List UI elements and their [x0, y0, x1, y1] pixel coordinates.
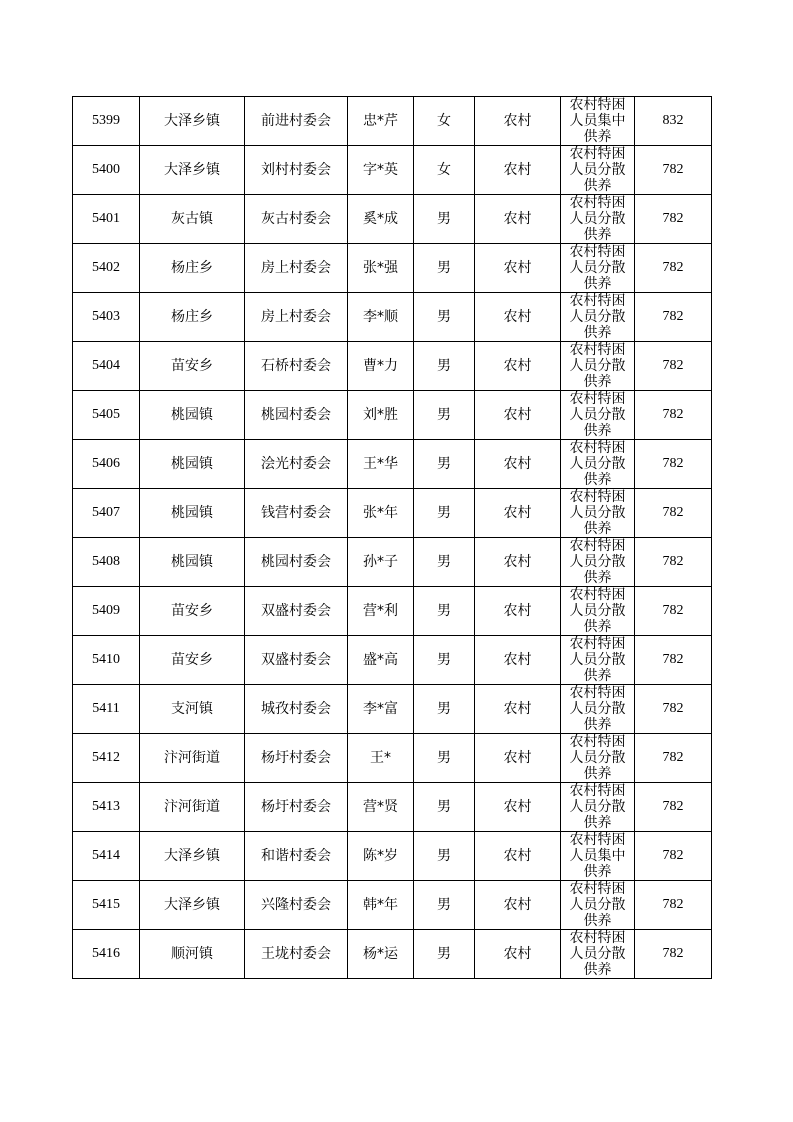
area-type-cell: 农村: [475, 391, 561, 440]
amount-cell: 782: [635, 391, 712, 440]
person-name-cell: 李*顺: [348, 293, 414, 342]
support-category-wrap: [561, 146, 634, 194]
gender-cell: 男: [414, 685, 475, 734]
support-category-cell: [561, 440, 635, 489]
serial-number-cell: 5406: [73, 440, 140, 489]
township-cell: 灰古镇: [140, 195, 245, 244]
person-name-cell: 韩*年: [348, 881, 414, 930]
township-cell: 汴河街道: [140, 734, 245, 783]
gender-cell: 男: [414, 195, 475, 244]
support-category-text: 农村特困人员分散供养: [569, 440, 626, 488]
area-type-cell: 农村: [475, 538, 561, 587]
area-type-cell: 农村: [475, 97, 561, 146]
area-type-cell: 农村: [475, 293, 561, 342]
person-name-cell: 王*华: [348, 440, 414, 489]
township-cell: 大泽乡镇: [140, 146, 245, 195]
gender-cell: 男: [414, 538, 475, 587]
support-category-wrap: [561, 391, 634, 439]
area-type-cell: 农村: [475, 881, 561, 930]
person-name-cell: 刘*胜: [348, 391, 414, 440]
support-category-cell: [561, 930, 635, 979]
village-committee-cell: 刘村村委会: [245, 146, 348, 195]
support-category-cell: [561, 881, 635, 930]
support-category-cell: [561, 832, 635, 881]
serial-number-cell: 5414: [73, 832, 140, 881]
table-row: [73, 538, 712, 587]
table-row: [73, 489, 712, 538]
support-category-cell: [561, 489, 635, 538]
amount-cell: 782: [635, 783, 712, 832]
amount-cell: 782: [635, 881, 712, 930]
village-committee-cell: 桃园村委会: [245, 538, 348, 587]
beneficiary-table: [72, 96, 712, 979]
person-name-cell: 陈*岁: [348, 832, 414, 881]
person-name-cell: 王*: [348, 734, 414, 783]
support-category-wrap: [561, 97, 634, 145]
village-committee-cell: 兴隆村委会: [245, 881, 348, 930]
amount-cell: 782: [635, 195, 712, 244]
amount-cell: 782: [635, 587, 712, 636]
amount-cell: 782: [635, 146, 712, 195]
serial-number-cell: 5407: [73, 489, 140, 538]
gender-cell: 女: [414, 97, 475, 146]
serial-number-cell: 5404: [73, 342, 140, 391]
township-cell: 桃园镇: [140, 538, 245, 587]
township-cell: 汴河街道: [140, 783, 245, 832]
village-committee-cell: 杨圩村委会: [245, 734, 348, 783]
village-committee-cell: 房上村委会: [245, 293, 348, 342]
amount-cell: 782: [635, 685, 712, 734]
person-name-cell: 杨*运: [348, 930, 414, 979]
support-category-wrap: [561, 342, 634, 390]
support-category-wrap: [561, 293, 634, 341]
table-row: [73, 685, 712, 734]
amount-cell: 782: [635, 734, 712, 783]
village-committee-cell: 钱营村委会: [245, 489, 348, 538]
support-category-wrap: [561, 587, 634, 635]
village-committee-cell: 双盛村委会: [245, 587, 348, 636]
township-cell: 支河镇: [140, 685, 245, 734]
village-committee-cell: 和谐村委会: [245, 832, 348, 881]
person-name-cell: 忠*芹: [348, 97, 414, 146]
amount-cell: 782: [635, 293, 712, 342]
support-category-cell: [561, 734, 635, 783]
support-category-wrap: [561, 440, 634, 488]
township-cell: 苗安乡: [140, 587, 245, 636]
serial-number-cell: 5411: [73, 685, 140, 734]
support-category-text: 农村特困人员分散供养: [569, 244, 626, 292]
township-cell: 桃园镇: [140, 391, 245, 440]
township-cell: 杨庄乡: [140, 293, 245, 342]
table-row: [73, 342, 712, 391]
table-row: [73, 97, 712, 146]
area-type-cell: 农村: [475, 930, 561, 979]
support-category-wrap: [561, 783, 634, 831]
area-type-cell: 农村: [475, 195, 561, 244]
gender-cell: 男: [414, 391, 475, 440]
village-committee-cell: 城孜村委会: [245, 685, 348, 734]
support-category-text: 农村特困人员分散供养: [569, 391, 626, 439]
support-category-cell: [561, 391, 635, 440]
support-category-text: 农村特困人员分散供养: [569, 881, 626, 929]
support-category-wrap: [561, 489, 634, 537]
amount-cell: 782: [635, 538, 712, 587]
person-name-cell: 张*强: [348, 244, 414, 293]
serial-number-cell: 5399: [73, 97, 140, 146]
support-category-text: 农村特困人员分散供养: [569, 783, 626, 831]
amount-cell: 782: [635, 342, 712, 391]
area-type-cell: 农村: [475, 489, 561, 538]
person-name-cell: 盛*高: [348, 636, 414, 685]
table-row: [73, 391, 712, 440]
village-committee-cell: 双盛村委会: [245, 636, 348, 685]
support-category-wrap: [561, 832, 634, 880]
support-category-wrap: [561, 636, 634, 684]
area-type-cell: 农村: [475, 146, 561, 195]
person-name-cell: 字*英: [348, 146, 414, 195]
amount-cell: 782: [635, 930, 712, 979]
support-category-text: 农村特困人员分散供养: [569, 930, 626, 978]
area-type-cell: 农村: [475, 832, 561, 881]
gender-cell: 男: [414, 293, 475, 342]
gender-cell: 男: [414, 244, 475, 293]
support-category-cell: [561, 636, 635, 685]
township-cell: 大泽乡镇: [140, 97, 245, 146]
support-category-cell: [561, 587, 635, 636]
support-category-text: 农村特困人员集中供养: [569, 832, 626, 880]
amount-cell: 832: [635, 97, 712, 146]
amount-cell: 782: [635, 832, 712, 881]
serial-number-cell: 5401: [73, 195, 140, 244]
support-category-cell: [561, 293, 635, 342]
township-cell: 杨庄乡: [140, 244, 245, 293]
support-category-text: 农村特困人员分散供养: [569, 685, 626, 733]
amount-cell: 782: [635, 489, 712, 538]
gender-cell: 男: [414, 587, 475, 636]
serial-number-cell: 5410: [73, 636, 140, 685]
support-category-wrap: [561, 930, 634, 978]
township-cell: 苗安乡: [140, 636, 245, 685]
person-name-cell: 张*年: [348, 489, 414, 538]
support-category-cell: [561, 685, 635, 734]
serial-number-cell: 5403: [73, 293, 140, 342]
table-row: [73, 293, 712, 342]
support-category-text: 农村特困人员分散供养: [569, 195, 626, 243]
village-committee-cell: 浍光村委会: [245, 440, 348, 489]
support-category-cell: [561, 244, 635, 293]
support-category-cell: [561, 538, 635, 587]
person-name-cell: 曹*力: [348, 342, 414, 391]
gender-cell: 男: [414, 783, 475, 832]
person-name-cell: 营*利: [348, 587, 414, 636]
person-name-cell: 奚*成: [348, 195, 414, 244]
area-type-cell: 农村: [475, 783, 561, 832]
support-category-cell: [561, 195, 635, 244]
support-category-text: 农村特困人员分散供养: [569, 293, 626, 341]
serial-number-cell: 5408: [73, 538, 140, 587]
support-category-cell: [561, 97, 635, 146]
person-name-cell: 孙*子: [348, 538, 414, 587]
support-category-wrap: [561, 195, 634, 243]
gender-cell: 男: [414, 881, 475, 930]
gender-cell: 男: [414, 440, 475, 489]
support-category-cell: [561, 783, 635, 832]
serial-number-cell: 5412: [73, 734, 140, 783]
table-row: [73, 881, 712, 930]
serial-number-cell: 5400: [73, 146, 140, 195]
support-category-text: 农村特困人员分散供养: [569, 538, 626, 586]
table-row: [73, 832, 712, 881]
table-body: [73, 97, 712, 979]
village-committee-cell: 灰古村委会: [245, 195, 348, 244]
township-cell: 大泽乡镇: [140, 881, 245, 930]
support-category-text: 农村特困人员分散供养: [569, 342, 626, 390]
table-row: [73, 930, 712, 979]
amount-cell: 782: [635, 440, 712, 489]
serial-number-cell: 5415: [73, 881, 140, 930]
support-category-cell: [561, 342, 635, 391]
person-name-cell: 营*贤: [348, 783, 414, 832]
village-committee-cell: 杨圩村委会: [245, 783, 348, 832]
support-category-wrap: [561, 734, 634, 782]
table-row: [73, 195, 712, 244]
village-committee-cell: 前进村委会: [245, 97, 348, 146]
serial-number-cell: 5409: [73, 587, 140, 636]
support-category-text: 农村特困人员集中供养: [569, 97, 626, 145]
table-row: [73, 636, 712, 685]
area-type-cell: 农村: [475, 636, 561, 685]
support-category-text: 农村特困人员分散供养: [569, 734, 626, 782]
serial-number-cell: 5416: [73, 930, 140, 979]
support-category-wrap: [561, 538, 634, 586]
support-category-text: 农村特困人员分散供养: [569, 587, 626, 635]
village-committee-cell: 王垅村委会: [245, 930, 348, 979]
township-cell: 桃园镇: [140, 489, 245, 538]
table-row: [73, 587, 712, 636]
gender-cell: 男: [414, 342, 475, 391]
township-cell: 顺河镇: [140, 930, 245, 979]
gender-cell: 男: [414, 832, 475, 881]
area-type-cell: 农村: [475, 587, 561, 636]
support-category-text: 农村特困人员分散供养: [569, 636, 626, 684]
village-committee-cell: 石桥村委会: [245, 342, 348, 391]
serial-number-cell: 5413: [73, 783, 140, 832]
township-cell: 大泽乡镇: [140, 832, 245, 881]
table-row: [73, 440, 712, 489]
gender-cell: 男: [414, 930, 475, 979]
area-type-cell: 农村: [475, 685, 561, 734]
area-type-cell: 农村: [475, 342, 561, 391]
support-category-wrap: [561, 685, 634, 733]
area-type-cell: 农村: [475, 244, 561, 293]
support-category-text: 农村特困人员分散供养: [569, 146, 626, 194]
amount-cell: 782: [635, 244, 712, 293]
area-type-cell: 农村: [475, 440, 561, 489]
table-row: [73, 783, 712, 832]
gender-cell: 男: [414, 636, 475, 685]
table-row: [73, 146, 712, 195]
support-category-wrap: [561, 244, 634, 292]
person-name-cell: 李*富: [348, 685, 414, 734]
gender-cell: 女: [414, 146, 475, 195]
area-type-cell: 农村: [475, 734, 561, 783]
table-row: [73, 244, 712, 293]
township-cell: 苗安乡: [140, 342, 245, 391]
table-row: [73, 734, 712, 783]
village-committee-cell: 房上村委会: [245, 244, 348, 293]
village-committee-cell: 桃园村委会: [245, 391, 348, 440]
township-cell: 桃园镇: [140, 440, 245, 489]
support-category-text: 农村特困人员分散供养: [569, 489, 626, 537]
gender-cell: 男: [414, 734, 475, 783]
serial-number-cell: 5402: [73, 244, 140, 293]
serial-number-cell: 5405: [73, 391, 140, 440]
gender-cell: 男: [414, 489, 475, 538]
support-category-cell: [561, 146, 635, 195]
support-category-wrap: [561, 881, 634, 929]
amount-cell: 782: [635, 636, 712, 685]
